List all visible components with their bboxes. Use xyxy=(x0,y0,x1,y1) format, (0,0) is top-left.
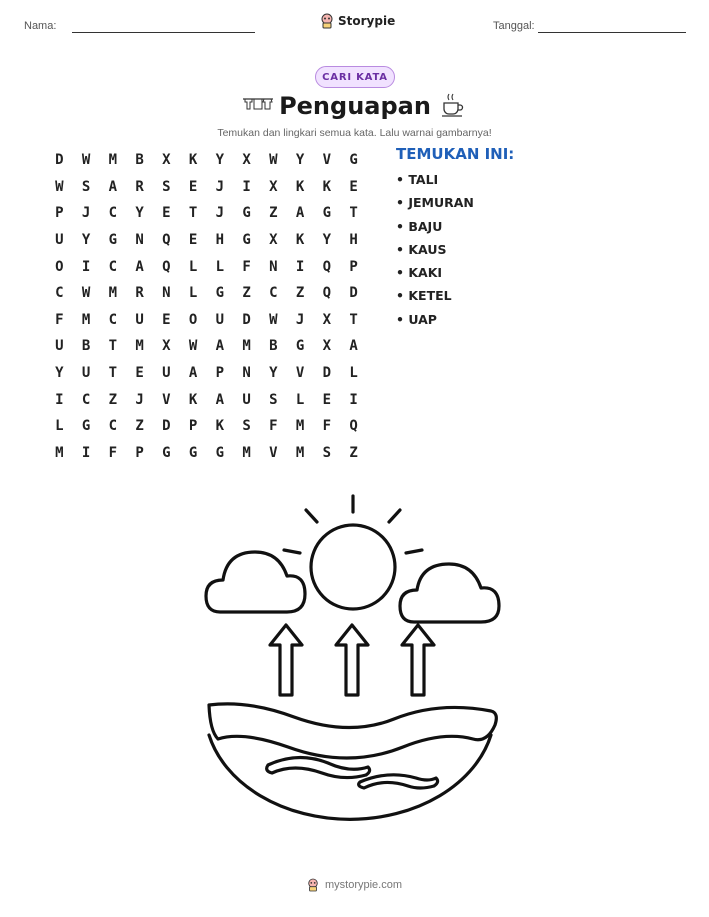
grid-letter[interactable]: U xyxy=(215,311,225,328)
grid-letter[interactable]: K xyxy=(188,391,198,408)
grid-letter[interactable]: E xyxy=(188,232,198,249)
grid-letter[interactable]: A xyxy=(215,391,225,408)
grid-row xyxy=(46,307,367,334)
grid-letter[interactable]: H xyxy=(215,232,225,249)
grid-letter[interactable]: M xyxy=(108,152,118,169)
grid-letter[interactable]: F xyxy=(269,418,278,435)
grid-letter[interactable]: C xyxy=(108,311,118,328)
grid-letter[interactable]: T xyxy=(349,311,358,328)
grid-letter[interactable]: B xyxy=(81,338,91,355)
grid-letter[interactable]: P xyxy=(135,444,144,461)
grid-letter[interactable]: S xyxy=(162,178,171,195)
grid-letter[interactable]: E xyxy=(322,391,332,408)
grid-letter[interactable]: V xyxy=(322,152,332,169)
grid-letter[interactable]: M xyxy=(242,338,251,355)
sun-ray xyxy=(406,550,422,553)
grid-letter[interactable]: P xyxy=(188,418,198,435)
grid-letter[interactable]: G xyxy=(215,444,225,461)
grid-letter[interactable]: P xyxy=(215,365,225,382)
grid-letter[interactable]: W xyxy=(269,152,278,169)
grid-letter[interactable]: Z xyxy=(269,205,278,222)
grid-letter[interactable]: R xyxy=(135,285,144,302)
storypie-logo-icon xyxy=(307,878,319,892)
instructions: Temukan dan lingkari semua kata. Lalu warnai gambarnya! xyxy=(217,127,492,139)
grid-letter[interactable]: Q xyxy=(162,232,171,249)
sun-ray xyxy=(306,510,317,522)
grid-letter[interactable]: D xyxy=(349,285,358,302)
grid-letter[interactable]: X xyxy=(322,311,332,328)
grid-letter[interactable]: J xyxy=(215,205,225,222)
grid-letter[interactable]: M xyxy=(295,444,305,461)
grid-letter[interactable]: A xyxy=(349,338,358,355)
grid-letter[interactable]: G xyxy=(162,444,171,461)
name-label: Nama: xyxy=(24,20,57,32)
grid-letter[interactable]: M xyxy=(55,444,64,461)
grid-letter[interactable]: T xyxy=(349,205,358,222)
grid-letter[interactable]: K xyxy=(295,232,305,249)
grid-letter[interactable]: Z xyxy=(242,285,251,302)
water-wave xyxy=(209,704,496,758)
grid-letter[interactable]: C xyxy=(108,258,118,275)
grid-letter[interactable]: I xyxy=(349,391,358,408)
grid-letter[interactable]: A xyxy=(108,178,118,195)
grid-letter[interactable]: K xyxy=(215,418,225,435)
grid-letter[interactable]: J xyxy=(295,311,305,328)
grid-row xyxy=(46,147,367,174)
grid-letter[interactable]: G xyxy=(215,285,225,302)
grid-letter[interactable]: A xyxy=(188,365,198,382)
grid-letter[interactable]: L xyxy=(188,285,198,302)
grid-letter[interactable]: U xyxy=(55,338,64,355)
date-line[interactable] xyxy=(538,32,686,33)
brand-name: Storypie xyxy=(338,14,396,28)
footer-url[interactable]: mystorypie.com xyxy=(325,879,403,891)
grid-letter[interactable]: O xyxy=(188,311,198,328)
grid-letter[interactable]: L xyxy=(349,365,358,382)
brand-logo xyxy=(320,13,395,29)
inner-wave xyxy=(359,775,438,788)
grid-letter[interactable]: G xyxy=(322,205,332,222)
cloud-left xyxy=(206,552,305,612)
grid-letter[interactable]: P xyxy=(349,258,358,275)
grid-letter[interactable]: E xyxy=(349,178,358,195)
grid-letter[interactable]: G xyxy=(188,444,198,461)
evaporation-illustration[interactable] xyxy=(200,490,505,830)
grid-letter[interactable]: G xyxy=(242,232,251,249)
word-list-title: TEMUKAN INI: xyxy=(396,145,515,163)
grid-letter[interactable]: F xyxy=(55,311,64,328)
grid-letter[interactable]: W xyxy=(81,152,91,169)
grid-letter[interactable]: Q xyxy=(322,258,332,275)
arrow-up xyxy=(336,625,368,695)
grid-letter[interactable]: C xyxy=(108,205,118,222)
grid-letter[interactable]: D xyxy=(322,365,332,382)
grid-letter[interactable]: D xyxy=(242,311,251,328)
grid-letter[interactable]: M xyxy=(242,444,251,461)
activity-badge: CARI KATA xyxy=(315,66,395,88)
grid-letter[interactable]: Z xyxy=(108,391,118,408)
grid-letter[interactable]: N xyxy=(269,258,278,275)
grid-letter[interactable]: F xyxy=(108,444,118,461)
word-search-grid[interactable] xyxy=(46,147,367,466)
grid-letter[interactable]: M xyxy=(108,285,118,302)
grid-letter[interactable]: X xyxy=(269,178,278,195)
grid-row xyxy=(46,440,367,467)
grid-letter[interactable]: X xyxy=(242,152,251,169)
page-title: Penguapan xyxy=(279,92,431,120)
grid-letter[interactable]: X xyxy=(162,338,171,355)
word-item: • KAKI xyxy=(396,265,443,281)
grid-letter[interactable]: S xyxy=(242,418,251,435)
grid-letter[interactable]: R xyxy=(135,178,144,195)
word-item: • TALI xyxy=(396,172,439,187)
grid-letter[interactable]: T xyxy=(108,365,118,382)
grid-letter[interactable]: Y xyxy=(55,365,64,382)
sun-shape xyxy=(311,525,395,609)
grid-letter[interactable]: N xyxy=(242,365,251,382)
grid-letter[interactable]: U xyxy=(81,365,91,382)
grid-letter[interactable]: G xyxy=(81,418,91,435)
grid-row xyxy=(46,413,367,440)
grid-letter[interactable]: M xyxy=(81,311,91,328)
grid-letter[interactable]: C xyxy=(55,285,64,302)
grid-letter[interactable]: V xyxy=(269,444,278,461)
grid-letter[interactable]: H xyxy=(349,232,358,249)
grid-row xyxy=(46,227,367,254)
word-item: • KETEL xyxy=(396,288,452,304)
cloud-right xyxy=(400,564,499,622)
grid-letter[interactable]: X xyxy=(269,232,278,249)
grid-letter[interactable]: S xyxy=(81,178,91,195)
grid-letter[interactable]: E xyxy=(162,205,171,222)
grid-letter[interactable]: Y xyxy=(135,205,144,222)
grid-letter[interactable]: U xyxy=(162,365,171,382)
grid-letter[interactable]: N xyxy=(162,285,171,302)
grid-letter[interactable]: K xyxy=(322,178,332,195)
grid-letter[interactable]: V xyxy=(295,365,305,382)
grid-letter[interactable]: Z xyxy=(135,418,144,435)
inner-wave xyxy=(267,757,370,777)
word-item: • BAJU xyxy=(396,218,443,234)
grid-letter[interactable]: X xyxy=(322,338,332,355)
grid-letter[interactable]: X xyxy=(162,152,171,169)
grid-letter[interactable]: W xyxy=(81,285,91,302)
grid-letter[interactable]: N xyxy=(135,232,144,249)
grid-row xyxy=(46,333,367,360)
footer xyxy=(307,878,402,892)
grid-letter[interactable]: U xyxy=(242,391,251,408)
grid-letter[interactable]: U xyxy=(55,232,64,249)
grid-letter[interactable]: C xyxy=(269,285,278,302)
grid-letter[interactable]: F xyxy=(322,418,332,435)
grid-letter[interactable]: L xyxy=(55,418,64,435)
grid-letter[interactable]: J xyxy=(215,178,225,195)
grid-letter[interactable]: W xyxy=(269,311,278,328)
grid-letter[interactable]: Y xyxy=(215,152,225,169)
grid-letter[interactable]: U xyxy=(135,311,144,328)
grid-letter[interactable]: Z xyxy=(295,285,305,302)
grid-letter[interactable]: S xyxy=(269,391,278,408)
sun-ray xyxy=(284,550,300,553)
grid-letter[interactable]: Q xyxy=(322,285,332,302)
grid-letter[interactable]: I xyxy=(55,391,64,408)
grid-letter[interactable]: E xyxy=(135,365,144,382)
grid-letter[interactable]: Q xyxy=(349,418,358,435)
grid-letter[interactable]: L xyxy=(215,258,225,275)
grid-letter[interactable]: Q xyxy=(162,258,171,275)
grid-letter[interactable]: G xyxy=(295,338,305,355)
grid-letter[interactable]: I xyxy=(81,444,91,461)
grid-row xyxy=(46,280,367,307)
grid-letter[interactable]: C xyxy=(108,418,118,435)
arrow-up xyxy=(402,625,434,695)
grid-letter[interactable]: O xyxy=(55,258,64,275)
grid-letter[interactable]: I xyxy=(242,178,251,195)
grid-letter[interactable]: G xyxy=(349,152,358,169)
grid-letter[interactable]: I xyxy=(295,258,305,275)
grid-letter[interactable]: V xyxy=(162,391,171,408)
grid-letter[interactable]: A xyxy=(215,338,225,355)
grid-letter[interactable]: M xyxy=(135,338,144,355)
date-label: Tanggal: xyxy=(493,20,535,32)
sun-ray xyxy=(389,510,400,522)
grid-letter[interactable]: M xyxy=(295,418,305,435)
grid-row xyxy=(46,253,367,280)
grid-letter[interactable]: L xyxy=(188,258,198,275)
grid-letter[interactable]: A xyxy=(135,258,144,275)
grid-row xyxy=(46,360,367,387)
grid-letter[interactable]: D xyxy=(55,152,64,169)
grid-letter[interactable]: G xyxy=(108,232,118,249)
grid-letter[interactable]: F xyxy=(242,258,251,275)
grid-letter[interactable]: S xyxy=(322,444,332,461)
grid-row xyxy=(46,386,367,413)
grid-letter[interactable]: J xyxy=(135,391,144,408)
grid-letter[interactable]: J xyxy=(81,205,91,222)
word-item: • UAP xyxy=(396,311,437,327)
grid-letter[interactable]: P xyxy=(55,205,64,222)
grid-letter[interactable]: T xyxy=(188,205,198,222)
grid-letter[interactable]: T xyxy=(108,338,118,355)
grid-letter[interactable]: D xyxy=(162,418,171,435)
grid-letter[interactable]: Y xyxy=(81,232,91,249)
grid-letter[interactable]: W xyxy=(188,338,198,355)
grid-letter[interactable]: B xyxy=(269,338,278,355)
storypie-logo-icon xyxy=(320,13,334,29)
word-list xyxy=(396,172,474,335)
word-item: • JEMURAN xyxy=(396,195,474,211)
name-line[interactable] xyxy=(72,32,255,33)
grid-letter[interactable]: I xyxy=(81,258,91,275)
grid-letter[interactable]: C xyxy=(81,391,91,408)
grid-letter[interactable]: B xyxy=(135,152,144,169)
grid-letter[interactable]: E xyxy=(188,178,198,195)
grid-letter[interactable]: L xyxy=(295,391,305,408)
grid-letter[interactable]: A xyxy=(295,205,305,222)
grid-letter[interactable]: K xyxy=(295,178,305,195)
grid-row xyxy=(46,174,367,201)
grid-letter[interactable]: W xyxy=(55,178,64,195)
grid-letter[interactable]: Z xyxy=(349,444,358,461)
grid-letter[interactable]: Y xyxy=(269,365,278,382)
steaming-cup-icon xyxy=(441,92,465,118)
grid-letter[interactable]: K xyxy=(188,152,198,169)
grid-letter[interactable]: G xyxy=(242,205,251,222)
grid-letter[interactable]: Y xyxy=(295,152,305,169)
grid-row xyxy=(46,200,367,227)
grid-letter[interactable]: E xyxy=(162,311,171,328)
arrow-up xyxy=(270,625,302,695)
grid-letter[interactable]: Y xyxy=(322,232,332,249)
word-item: • KAUS xyxy=(396,241,447,257)
